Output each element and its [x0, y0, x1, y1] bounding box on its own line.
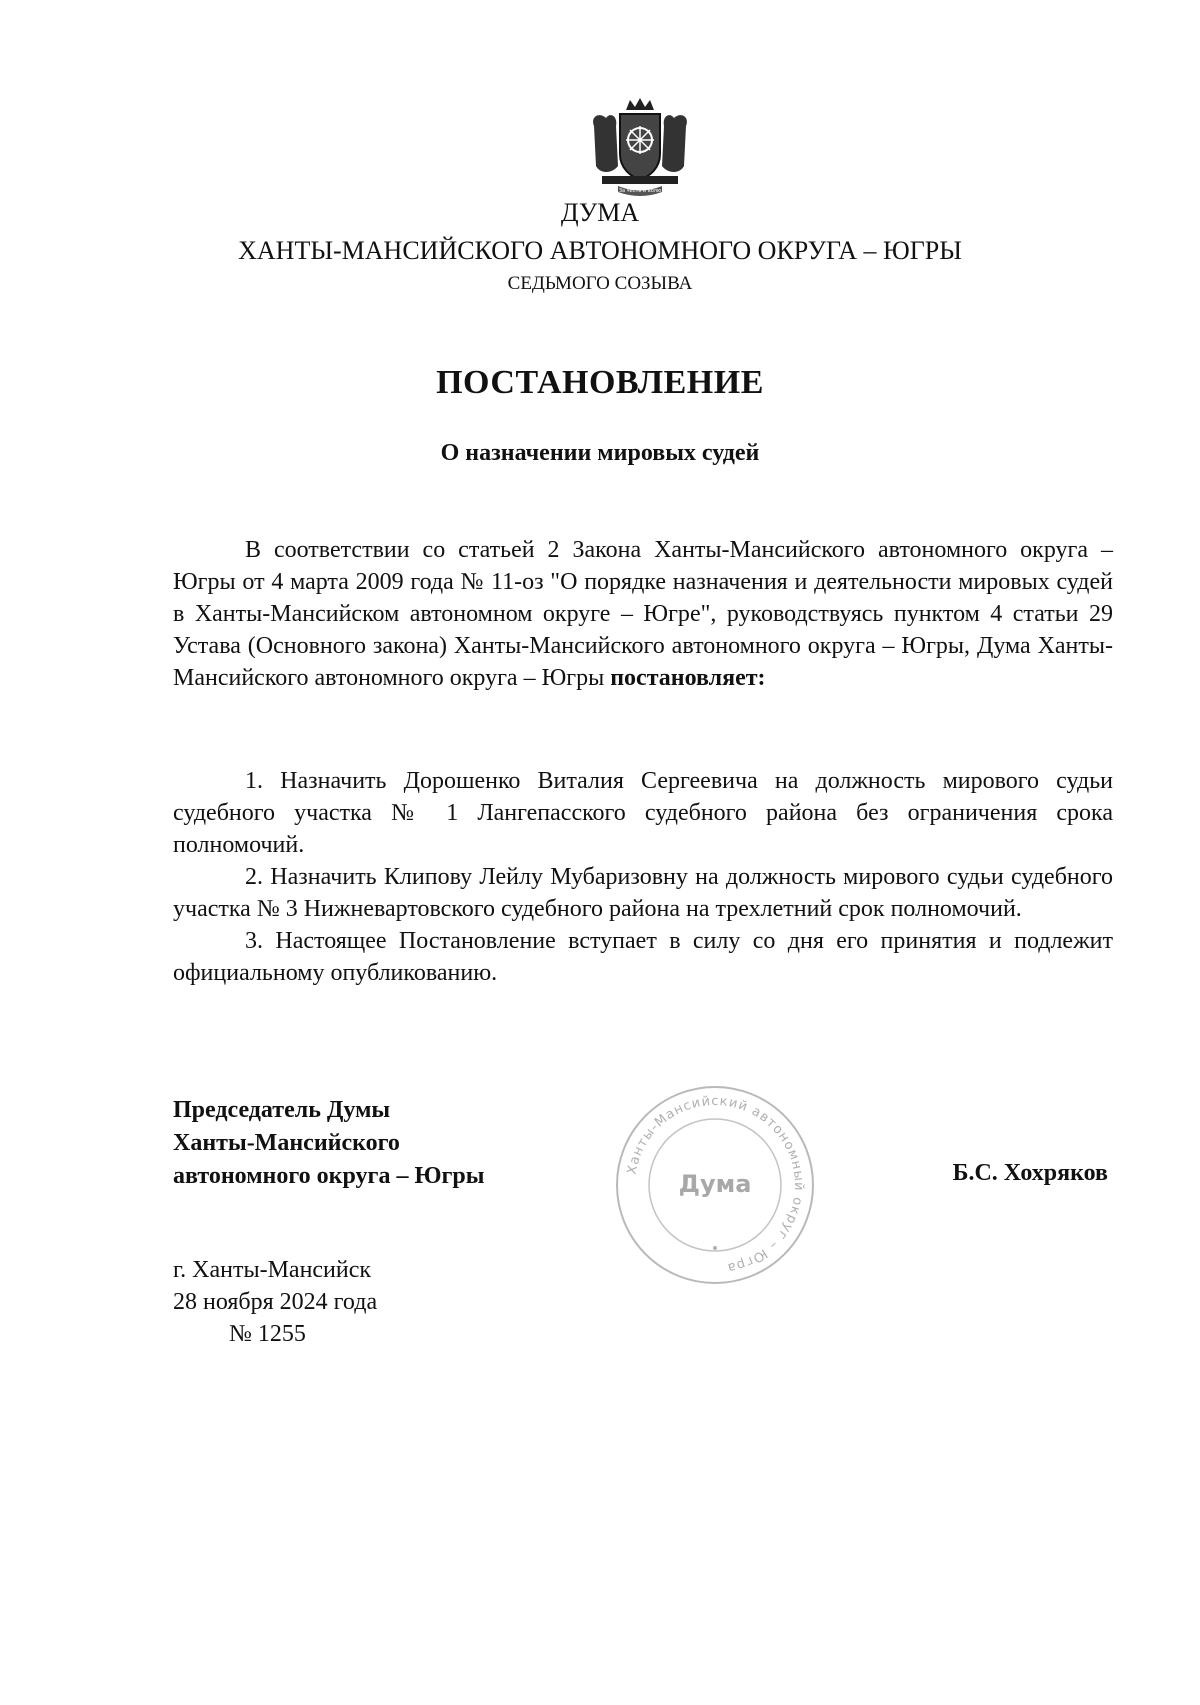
- coat-of-arms-icon: [588, 96, 692, 196]
- preamble-text: В соответствии со статьей 2 Закона Ханты-Мансийского автономного округа – Югры от 4 марта 2009 года № 11-оз "О порядке назначения и деятельности мировых судей в Ханты-Мансийском автономном округе – Югре", руководствуясь пунктом 4 статьи 29 Устава (Основного закона) Ханты-Мансийского автономного округа – Югры, Дума Ханты-Мансийского автономного округа – Югры: [173, 537, 1113, 691]
- convocation-label: СЕДЬМОГО СОЗЫВА: [507, 273, 693, 294]
- emblem-motto: За честь и волю: [618, 188, 662, 194]
- org-title: ДУМА: [560, 198, 640, 227]
- place-date-block: [173, 1254, 377, 1350]
- signatory-name: Б.С. Хохряков: [952, 1160, 1108, 1186]
- document-type-title: ПОСТАНОВЛЕНИЕ: [436, 364, 764, 401]
- resolution-item: 3. Настоящее Постановление вступает в силу со дня его принятия и подлежит официальному опубликованию.: [173, 928, 1113, 986]
- preamble-paragraph: [173, 534, 1113, 694]
- document-number: № 1255: [229, 1321, 306, 1347]
- document-subject: О назначении мировых судей: [440, 440, 760, 466]
- document-date: 28 ноября 2024 года: [173, 1289, 378, 1315]
- seal-stamp-icon: [610, 1080, 820, 1290]
- stamp-center-text: Дума: [678, 1170, 752, 1198]
- signatory-position: [173, 1094, 484, 1193]
- resolution-item: 1. Назначить Дорошенко Виталия Сергеевича на должность мирового судьи судебного участка № 1 Лангепасского судебного района без ограничения срока полномочий.: [173, 768, 1113, 858]
- resolution-item: 2. Назначить Клипову Лейлу Мубаризовну на должность мирового судьи судебного участка № 3 Нижневартовского судебного района на трехлетний срок полномочий.: [173, 864, 1113, 922]
- signatory-position-line: автономного округа – Югры: [173, 1163, 485, 1189]
- org-name: ХАНТЫ-МАНСИЙСКОГО АВТОНОМНОГО ОКРУГА – ЮГРЫ: [238, 236, 962, 265]
- signatory-position-line: Ханты-Мансийского: [173, 1130, 400, 1156]
- resolves-keyword: постановляет:: [610, 665, 766, 691]
- signatory-position-line: Председатель Думы: [173, 1097, 391, 1123]
- resolution-items: [173, 765, 1113, 989]
- stamp-ring-text: Ханты-Мансийский автономный округ – Югра: [624, 1093, 807, 1276]
- city: г. Ханты-Мансийск: [173, 1257, 372, 1283]
